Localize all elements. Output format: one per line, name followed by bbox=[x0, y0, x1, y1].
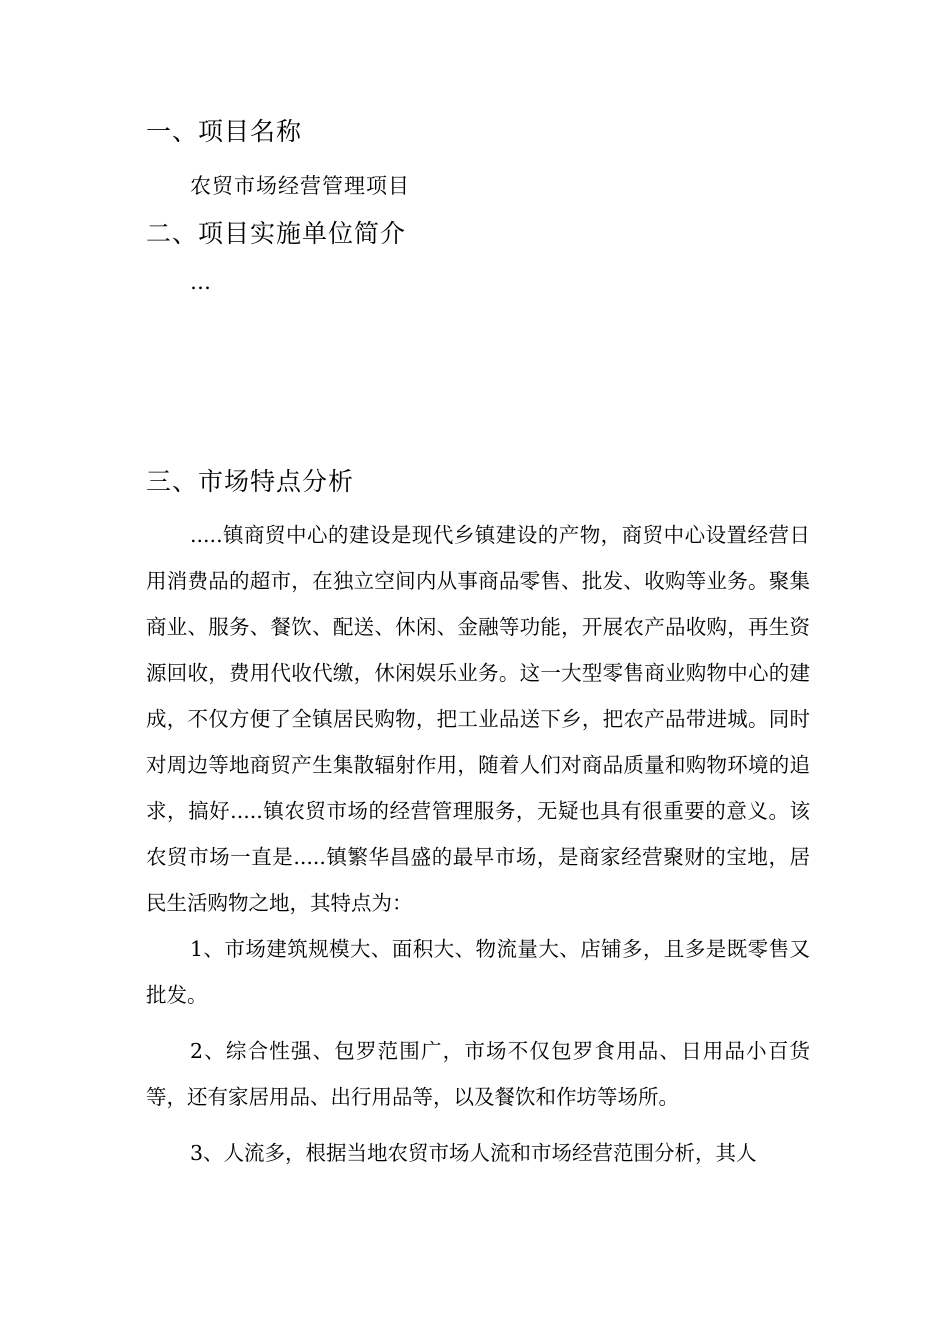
market-analysis-body bbox=[146, 512, 810, 1176]
section-2-heading: 二、项目实施单位简介 bbox=[146, 219, 407, 248]
project-name-text: 农贸市场经营管理项目 bbox=[190, 174, 410, 198]
section-1-heading: 一、项目名称 bbox=[146, 117, 303, 146]
market-analysis-paragraph: .....镇商贸中心的建设是现代乡镇建设的产物，商贸中心设置经营日用消费品的超市，在独立空间内从事商品零售、批发、收购等业务。聚集商业、服务、餐饮、配送、休闲、金融等功能，开展农产品收购，再生资源回收，费用代收代缴，休闲娱乐业务。这一大型零售商业购物中心的建成，不仅方便了全镇居民购物，把工业品送下乡，把农产品带进城。同时对周边等地商贸产生集散辐射作用，随着人们对商品质量和购物环境的追求，搞好.....镇农贸市场的经营管理服务，无疑也具有很重要的意义。该农贸市场一直是.....镇繁华昌盛的最早市场，是商家经营聚财的宝地，居民生活购物之地，其特点为： bbox=[146, 523, 810, 915]
company-intro-placeholder: … bbox=[190, 270, 212, 294]
section-3-heading: 三、市场特点分析 bbox=[146, 467, 355, 496]
feature-item-3: 3、人流多，根据当地农贸市场人流和市场经营范围分析，其人 bbox=[190, 1141, 757, 1165]
feature-item-2: 2、综合性强、包罗范围广，市场不仅包罗食用品、日用品小百货等，还有家居用品、出行用品等，以及餐饮和作坊等场所。 bbox=[146, 1039, 810, 1109]
feature-item-1: 1、市场建筑规模大、面积大、物流量大、店铺多，且多是既零售又批发。 bbox=[146, 937, 810, 1007]
